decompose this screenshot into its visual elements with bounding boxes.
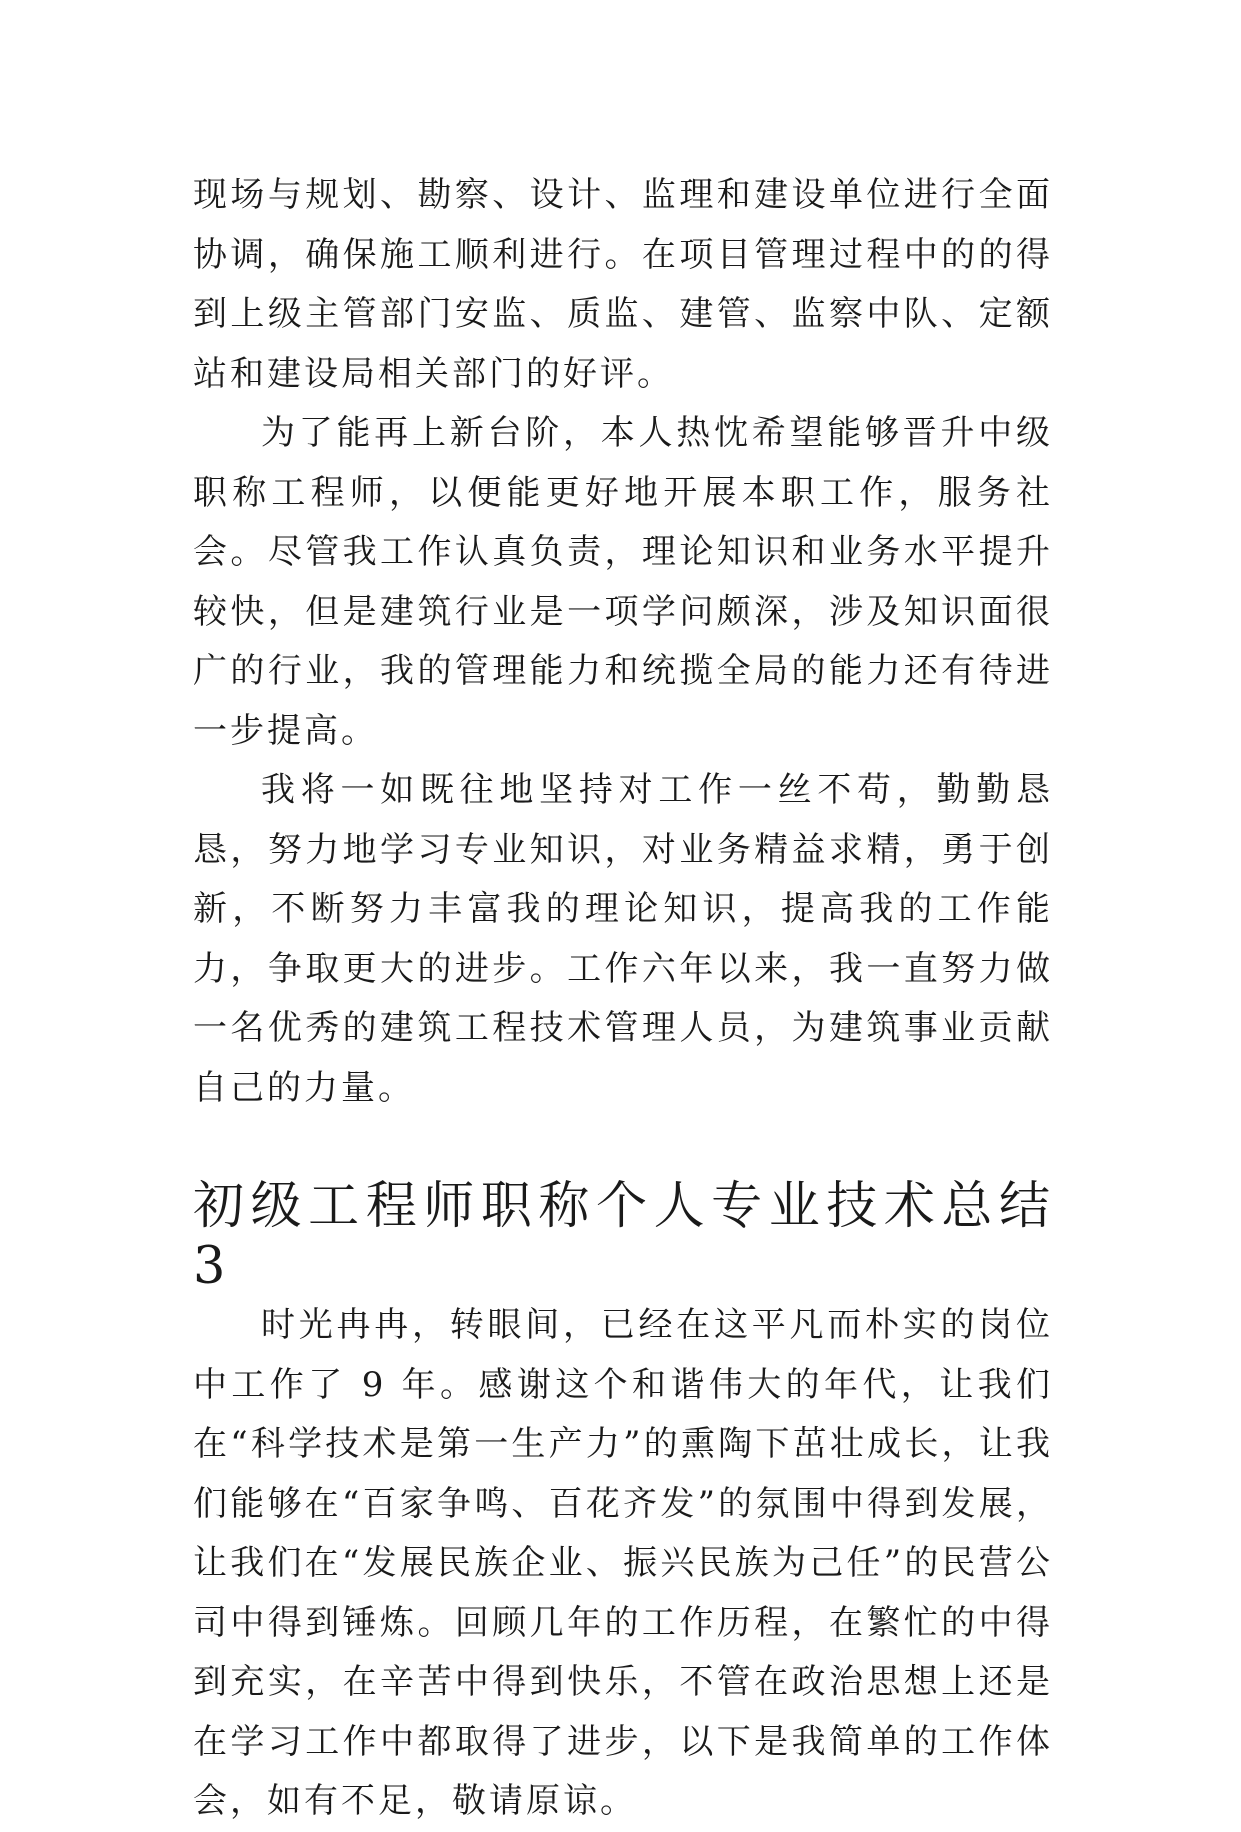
section-heading: 初级工程师职称个人专业技术总结 3 — [193, 1177, 1053, 1296]
paragraph-promotion-hope: 为了能再上新台阶，本人热忱希望能够晋升中级职称工程师，以便能更好地开展本职工作，服务社会。尽管我工作认真负责，理论知识和业务水平提升较快，但是建筑行业是一项学问颇深，涉及知识面很广的行业，我的管理能力和统揽全局的能力还有待进一步提高。 — [193, 413, 1053, 751]
paragraph-commitment: 我将一如既往地坚持对工作一丝不苟，勤勤恳恳，努力地学习专业知识，对业务精益求精，勇于创新，不断努力丰富我的理论知识，提高我的工作能力，争取更大的进步。工作六年以来，我一直努力做一名优秀的建筑工程技术管理人员，为建筑事业贡献自己的力量。 — [193, 770, 1053, 1108]
paragraph-continuation: 现场与规划、勘察、设计、监理和建设单位进行全面协调，确保施工顺利进行。在项目管理过程中的的得到上级主管部门安监、质监、建管、监察中队、定额站和建设局相关部门的好评。 — [193, 175, 1053, 394]
document-body — [193, 166, 1053, 1832]
paragraph-introduction: 时光冉冉，转眼间，已经在这平凡而朴实的岗位中工作了 9 年。感谢这个和谐伟大的年代，让我们在“科学技术是第一生产力”的熏陶下茁壮成长，让我们能够在“百家争鸣、百花齐发”的氛围中得到发展，让我们在“发展民族企业、振兴民族为己任”的民营公司中得到锤炼。回顾几年的工作历程，在繁忙的中得到充实，在辛苦中得到快乐，不管在政治思想上还是在学习工作中都取得了进步，以下是我简单的工作体会，如有不足，敬请原谅。 — [193, 1305, 1053, 1821]
